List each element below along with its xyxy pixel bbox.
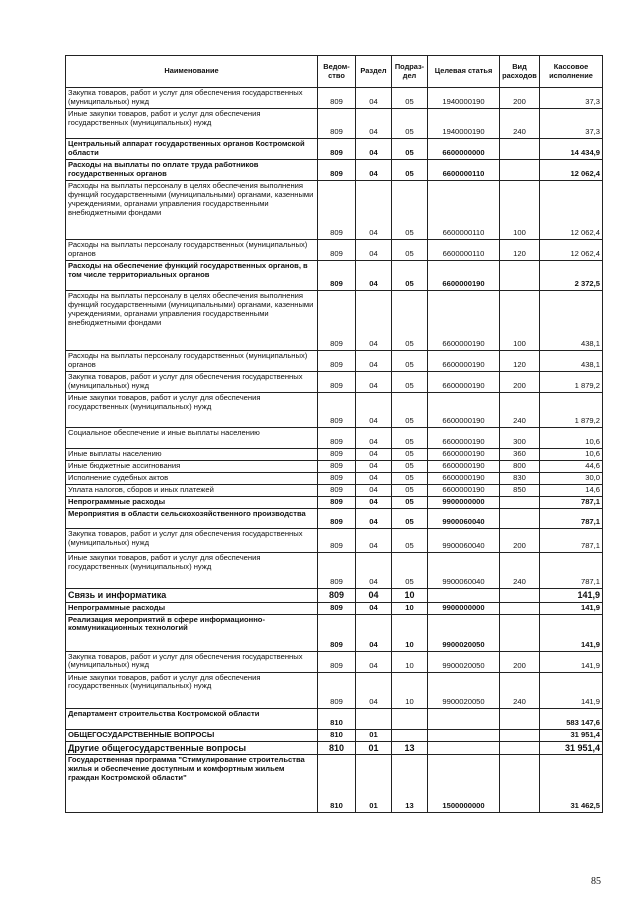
cell-vedomstvo: 809	[318, 460, 356, 472]
header-razdel: Раздел	[356, 56, 392, 88]
cell-name: Социальное обеспечение и иные выплаты населению	[66, 427, 318, 448]
table-row	[66, 602, 603, 614]
cell-vedomstvo: 810	[318, 755, 356, 813]
cell-vid-rashodov: 850	[500, 484, 540, 496]
cell-podrazdel: 05	[392, 484, 428, 496]
table-row	[66, 371, 603, 392]
table-row	[66, 180, 603, 239]
cell-vedomstvo: 809	[318, 290, 356, 350]
table-row	[66, 472, 603, 484]
cell-name: Расходы на обеспечение функций государственных органов, в том числе территориальных органов	[66, 260, 318, 290]
cell-kassovoe-ispolnenie: 141,9	[540, 588, 603, 602]
cell-vedomstvo: 809	[318, 260, 356, 290]
cell-celevaya-statya: 9900020050	[428, 614, 500, 651]
cell-kassovoe-ispolnenie: 141,9	[540, 602, 603, 614]
cell-kassovoe-ispolnenie: 438,1	[540, 290, 603, 350]
header-vid-rashodov: Вид расходов	[500, 56, 540, 88]
cell-vid-rashodov: 200	[500, 528, 540, 552]
cell-kassovoe-ispolnenie: 787,1	[540, 508, 603, 528]
cell-vid-rashodov: 240	[500, 672, 540, 708]
cell-vid-rashodov	[500, 602, 540, 614]
cell-celevaya-statya: 6600000190	[428, 460, 500, 472]
cell-kassovoe-ispolnenie: 37,3	[540, 88, 603, 109]
cell-celevaya-statya: 9900000000	[428, 496, 500, 508]
header-vedomstvo: Ведом-ство	[318, 56, 356, 88]
cell-kassovoe-ispolnenie: 31 462,5	[540, 755, 603, 813]
cell-vedomstvo: 810	[318, 708, 356, 729]
cell-celevaya-statya: 6600000110	[428, 239, 500, 260]
cell-podrazdel: 05	[392, 88, 428, 109]
cell-vedomstvo: 809	[318, 672, 356, 708]
cell-celevaya-statya: 6600000110	[428, 180, 500, 239]
cell-kassovoe-ispolnenie: 1 879,2	[540, 371, 603, 392]
header-podrazdel: Подраз-дел	[392, 56, 428, 88]
cell-vid-rashodov: 200	[500, 651, 540, 672]
table-row	[66, 260, 603, 290]
cell-vedomstvo: 809	[318, 588, 356, 602]
cell-razdel: 04	[356, 260, 392, 290]
cell-vid-rashodov	[500, 614, 540, 651]
cell-name: Департамент строительства Костромской области	[66, 708, 318, 729]
cell-vid-rashodov	[500, 260, 540, 290]
cell-razdel: 04	[356, 392, 392, 427]
header-kassovoe-ispolnenie: Кассовое исполнение	[540, 56, 603, 88]
cell-vedomstvo: 809	[318, 448, 356, 460]
cell-vid-rashodov: 360	[500, 448, 540, 460]
cell-name: Расходы на выплаты персоналу в целях обеспечения выполнения функций государственными (муниципальными) органами, казенными учреждениями, органами управления государственными внебюджетными фондами	[66, 180, 318, 239]
cell-kassovoe-ispolnenie: 1 879,2	[540, 392, 603, 427]
table-row	[66, 528, 603, 552]
cell-name: Закупка товаров, работ и услуг для обеспечения государственных (муниципальных) нужд	[66, 651, 318, 672]
cell-podrazdel	[392, 729, 428, 741]
table-row	[66, 755, 603, 813]
cell-vedomstvo: 809	[318, 160, 356, 181]
cell-podrazdel: 05	[392, 427, 428, 448]
cell-vid-rashodov	[500, 508, 540, 528]
cell-celevaya-statya: 6600000110	[428, 160, 500, 181]
cell-vedomstvo: 809	[318, 651, 356, 672]
cell-celevaya-statya	[428, 741, 500, 755]
cell-vid-rashodov	[500, 755, 540, 813]
cell-name: Исполнение судебных актов	[66, 472, 318, 484]
cell-celevaya-statya: 6600000000	[428, 139, 500, 160]
cell-podrazdel: 05	[392, 528, 428, 552]
cell-razdel: 04	[356, 160, 392, 181]
cell-vedomstvo: 809	[318, 371, 356, 392]
cell-podrazdel: 05	[392, 239, 428, 260]
cell-name: Другие общегосударственные вопросы	[66, 741, 318, 755]
cell-celevaya-statya: 9900020050	[428, 651, 500, 672]
cell-vid-rashodov	[500, 729, 540, 741]
cell-vid-rashodov: 800	[500, 460, 540, 472]
cell-kassovoe-ispolnenie: 31 951,4	[540, 729, 603, 741]
cell-vid-rashodov: 200	[500, 371, 540, 392]
cell-name: Уплата налогов, сборов и иных платежей	[66, 484, 318, 496]
cell-vid-rashodov	[500, 139, 540, 160]
cell-vid-rashodov: 240	[500, 552, 540, 588]
cell-vedomstvo: 809	[318, 602, 356, 614]
cell-podrazdel: 05	[392, 139, 428, 160]
cell-kassovoe-ispolnenie: 12 062,4	[540, 239, 603, 260]
cell-podrazdel: 10	[392, 651, 428, 672]
cell-celevaya-statya: 6600000190	[428, 484, 500, 496]
cell-podrazdel	[392, 708, 428, 729]
cell-vid-rashodov	[500, 160, 540, 181]
cell-razdel: 04	[356, 139, 392, 160]
cell-podrazdel: 05	[392, 180, 428, 239]
table-row	[66, 350, 603, 371]
cell-razdel: 04	[356, 109, 392, 139]
cell-name: Закупка товаров, работ и услуг для обеспечения государственных (муниципальных) нужд	[66, 371, 318, 392]
cell-name: Иные закупки товаров, работ и услуг для обеспечения государственных (муниципальных) нужд	[66, 109, 318, 139]
cell-name: Реализация мероприятий в сфере информационно-коммуникационных технологий	[66, 614, 318, 651]
cell-vedomstvo: 809	[318, 614, 356, 651]
cell-vedomstvo: 809	[318, 552, 356, 588]
cell-razdel: 04	[356, 602, 392, 614]
table-row	[66, 139, 603, 160]
cell-name: Иные закупки товаров, работ и услуг для обеспечения государственных (муниципальных) нужд	[66, 552, 318, 588]
cell-podrazdel: 05	[392, 371, 428, 392]
cell-podrazdel: 05	[392, 552, 428, 588]
cell-razdel: 04	[356, 672, 392, 708]
cell-vid-rashodov: 240	[500, 392, 540, 427]
cell-podrazdel: 05	[392, 460, 428, 472]
cell-vedomstvo: 809	[318, 88, 356, 109]
cell-celevaya-statya: 6600000190	[428, 371, 500, 392]
table-row	[66, 651, 603, 672]
table-row	[66, 708, 603, 729]
cell-razdel: 04	[356, 460, 392, 472]
cell-podrazdel: 05	[392, 290, 428, 350]
cell-kassovoe-ispolnenie: 14,6	[540, 484, 603, 496]
cell-celevaya-statya: 6600000190	[428, 472, 500, 484]
cell-razdel: 01	[356, 729, 392, 741]
table-row	[66, 239, 603, 260]
cell-name: Центральный аппарат государственных органов Костромской области	[66, 139, 318, 160]
cell-podrazdel: 05	[392, 496, 428, 508]
cell-name: Иные закупки товаров, работ и услуг для обеспечения государственных (муниципальных) нужд	[66, 672, 318, 708]
cell-celevaya-statya: 6600000190	[428, 290, 500, 350]
page-number: 85	[591, 876, 601, 887]
cell-podrazdel: 10	[392, 672, 428, 708]
cell-kassovoe-ispolnenie: 44,6	[540, 460, 603, 472]
table-row	[66, 88, 603, 109]
cell-name: Связь и информатика	[66, 588, 318, 602]
table-row	[66, 729, 603, 741]
cell-kassovoe-ispolnenie: 787,1	[540, 552, 603, 588]
cell-vedomstvo: 809	[318, 528, 356, 552]
cell-vedomstvo: 810	[318, 729, 356, 741]
cell-vedomstvo: 809	[318, 392, 356, 427]
cell-name: Иные закупки товаров, работ и услуг для обеспечения государственных (муниципальных) нужд	[66, 392, 318, 427]
cell-vedomstvo: 809	[318, 109, 356, 139]
table-row	[66, 614, 603, 651]
table-header-row	[66, 56, 603, 88]
cell-razdel: 04	[356, 88, 392, 109]
cell-kassovoe-ispolnenie: 583 147,6	[540, 708, 603, 729]
table-row	[66, 672, 603, 708]
cell-razdel: 04	[356, 371, 392, 392]
cell-vid-rashodov	[500, 496, 540, 508]
cell-podrazdel: 05	[392, 109, 428, 139]
cell-name: Расходы на выплаты по оплате труда работников государственных органов	[66, 160, 318, 181]
cell-podrazdel: 05	[392, 392, 428, 427]
cell-celevaya-statya: 6600000190	[428, 448, 500, 460]
cell-celevaya-statya: 9900000000	[428, 602, 500, 614]
cell-name: Расходы на выплаты персоналу государственных (муниципальных) органов	[66, 350, 318, 371]
cell-razdel: 04	[356, 614, 392, 651]
cell-razdel: 04	[356, 239, 392, 260]
cell-celevaya-statya: 1940000190	[428, 109, 500, 139]
cell-podrazdel: 05	[392, 260, 428, 290]
cell-vedomstvo: 809	[318, 180, 356, 239]
cell-podrazdel: 05	[392, 160, 428, 181]
cell-kassovoe-ispolnenie: 30,0	[540, 472, 603, 484]
cell-name: Иные бюджетные ассигнования	[66, 460, 318, 472]
cell-celevaya-statya: 9900060040	[428, 508, 500, 528]
cell-razdel: 04	[356, 427, 392, 448]
cell-celevaya-statya: 9900060040	[428, 528, 500, 552]
cell-name: Непрограммные расходы	[66, 496, 318, 508]
cell-vid-rashodov: 200	[500, 88, 540, 109]
cell-celevaya-statya: 1500000000	[428, 755, 500, 813]
table-row	[66, 508, 603, 528]
cell-podrazdel: 05	[392, 448, 428, 460]
cell-celevaya-statya: 6600000190	[428, 350, 500, 371]
cell-razdel: 04	[356, 448, 392, 460]
cell-name: Государственная программа "Стимулирование строительства жилья и обеспечение доступным и комфортным жильем граждан Костромской области"	[66, 755, 318, 813]
cell-celevaya-statya: 9900060040	[428, 552, 500, 588]
cell-vid-rashodov	[500, 708, 540, 729]
cell-vid-rashodov: 120	[500, 239, 540, 260]
cell-vid-rashodov	[500, 588, 540, 602]
cell-name: Иные выплаты населению	[66, 448, 318, 460]
cell-kassovoe-ispolnenie: 37,3	[540, 109, 603, 139]
cell-podrazdel: 10	[392, 588, 428, 602]
cell-name: Расходы на выплаты персоналу в целях обеспечения выполнения функций государственными (муниципальными) органами, казенными учреждениями, органами управления государственными внебюджетными фондами	[66, 290, 318, 350]
cell-vid-rashodov: 830	[500, 472, 540, 484]
cell-podrazdel: 10	[392, 602, 428, 614]
cell-celevaya-statya	[428, 708, 500, 729]
cell-podrazdel: 13	[392, 741, 428, 755]
cell-vid-rashodov	[500, 741, 540, 755]
cell-name: Непрограммные расходы	[66, 602, 318, 614]
cell-razdel: 04	[356, 588, 392, 602]
cell-razdel: 04	[356, 350, 392, 371]
cell-vedomstvo: 809	[318, 508, 356, 528]
cell-podrazdel: 05	[392, 472, 428, 484]
cell-celevaya-statya: 6600000190	[428, 427, 500, 448]
cell-vedomstvo: 809	[318, 139, 356, 160]
cell-razdel: 01	[356, 741, 392, 755]
cell-razdel: 04	[356, 508, 392, 528]
cell-razdel: 04	[356, 472, 392, 484]
cell-kassovoe-ispolnenie: 10,6	[540, 427, 603, 448]
header-name: Наименование	[66, 56, 318, 88]
cell-vedomstvo: 809	[318, 239, 356, 260]
cell-podrazdel: 05	[392, 350, 428, 371]
cell-kassovoe-ispolnenie: 141,9	[540, 651, 603, 672]
table-row	[66, 427, 603, 448]
table-row	[66, 741, 603, 755]
cell-razdel: 01	[356, 755, 392, 813]
cell-celevaya-statya: 6600000190	[428, 392, 500, 427]
table-row	[66, 484, 603, 496]
cell-kassovoe-ispolnenie: 787,1	[540, 496, 603, 508]
table-row	[66, 588, 603, 602]
cell-celevaya-statya: 6600000190	[428, 260, 500, 290]
cell-vedomstvo: 809	[318, 472, 356, 484]
cell-celevaya-statya	[428, 588, 500, 602]
cell-vedomstvo: 809	[318, 484, 356, 496]
cell-name: ОБЩЕГОСУДАРСТВЕННЫЕ ВОПРОСЫ	[66, 729, 318, 741]
table-row	[66, 290, 603, 350]
cell-vedomstvo: 810	[318, 741, 356, 755]
cell-vedomstvo: 809	[318, 350, 356, 371]
cell-vid-rashodov: 240	[500, 109, 540, 139]
cell-vid-rashodov: 300	[500, 427, 540, 448]
cell-vedomstvo: 809	[318, 427, 356, 448]
table-row	[66, 448, 603, 460]
table-row	[66, 460, 603, 472]
cell-name: Расходы на выплаты персоналу государственных (муниципальных) органов	[66, 239, 318, 260]
cell-razdel: 04	[356, 290, 392, 350]
cell-razdel: 04	[356, 552, 392, 588]
cell-name: Закупка товаров, работ и услуг для обеспечения государственных (муниципальных) нужд	[66, 528, 318, 552]
cell-razdel: 04	[356, 484, 392, 496]
cell-kassovoe-ispolnenie: 10,6	[540, 448, 603, 460]
cell-podrazdel: 13	[392, 755, 428, 813]
cell-celevaya-statya: 1940000190	[428, 88, 500, 109]
cell-vid-rashodov: 120	[500, 350, 540, 371]
cell-name: Мероприятия в области сельскохозяйственного производства	[66, 508, 318, 528]
cell-razdel: 04	[356, 180, 392, 239]
cell-kassovoe-ispolnenie: 438,1	[540, 350, 603, 371]
cell-vid-rashodov: 100	[500, 290, 540, 350]
header-celevaya-statya: Целевая статья	[428, 56, 500, 88]
table-row	[66, 496, 603, 508]
cell-kassovoe-ispolnenie: 31 951,4	[540, 741, 603, 755]
table-row	[66, 109, 603, 139]
cell-kassovoe-ispolnenie: 12 062,4	[540, 160, 603, 181]
cell-kassovoe-ispolnenie: 2 372,5	[540, 260, 603, 290]
cell-razdel: 04	[356, 528, 392, 552]
budget-execution-table	[65, 55, 603, 813]
table-row	[66, 392, 603, 427]
cell-celevaya-statya	[428, 729, 500, 741]
cell-podrazdel: 10	[392, 614, 428, 651]
table-row	[66, 160, 603, 181]
cell-podrazdel: 05	[392, 508, 428, 528]
cell-razdel	[356, 708, 392, 729]
table-row	[66, 552, 603, 588]
cell-kassovoe-ispolnenie: 787,1	[540, 528, 603, 552]
cell-kassovoe-ispolnenie: 141,9	[540, 614, 603, 651]
cell-razdel: 04	[356, 651, 392, 672]
cell-vedomstvo: 809	[318, 496, 356, 508]
cell-name: Закупка товаров, работ и услуг для обеспечения государственных (муниципальных) нужд	[66, 88, 318, 109]
cell-razdel: 04	[356, 496, 392, 508]
cell-vid-rashodov: 100	[500, 180, 540, 239]
cell-celevaya-statya: 9900020050	[428, 672, 500, 708]
cell-kassovoe-ispolnenie: 12 062,4	[540, 180, 603, 239]
cell-kassovoe-ispolnenie: 141,9	[540, 672, 603, 708]
cell-kassovoe-ispolnenie: 14 434,9	[540, 139, 603, 160]
